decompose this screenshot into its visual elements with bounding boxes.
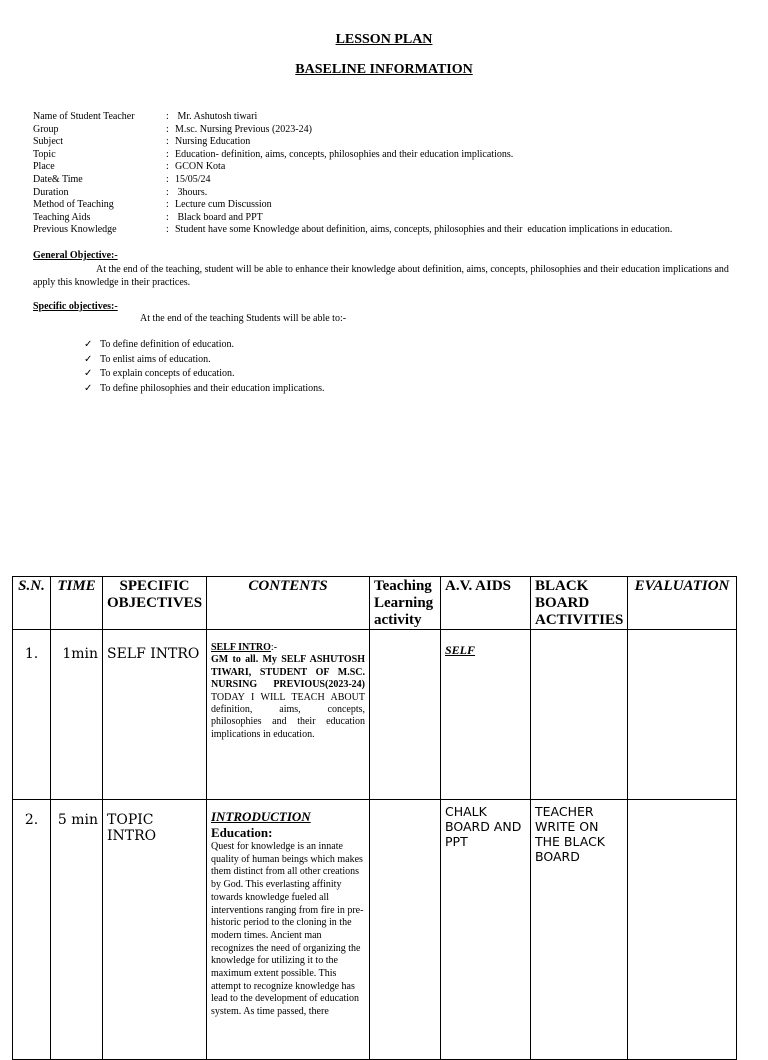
row-content [207,800,370,1060]
row-bb: TEACHER WRITE ON THE BLACK BOARD [531,800,628,1060]
info-label: Topic [33,148,56,160]
row-eval [628,630,737,800]
table-header-row [13,577,737,630]
header-sn: S.N. [13,577,51,630]
header-objectives: SPECIFIC OBJECTIVES [103,577,207,630]
info-value: Nursing Education [175,136,251,148]
check-icon: ✓ [84,339,93,350]
header-contents: CONTENTS [207,577,370,630]
info-value: M.sc. Nursing Previous (2023-24) [175,123,312,135]
row-content: SELF INTRO:- GM to all. My SELF ASHUTOSH TIWARI, STUDENT OF M.SC. NURSING PREVIOUS(2023-24) TODAY I WILL TEACH ABOUT definition, aims, concepts, philosophies and their education implications in education. [207,630,370,800]
info-label: Previous Knowledge [33,224,117,236]
lesson-plan-table [12,576,737,1060]
row-time: 5 min [51,800,103,1060]
self-intro-bold: GM to all. My SELF ASHUTOSH TIWARI, STUDENT OF M.SC. NURSING PREVIOUS(2023-24) [211,654,365,691]
header-av-aids: A.V. AIDS [441,577,531,630]
info-label: Date& Time [33,173,83,185]
info-row [33,149,672,162]
list-item: ✓ To define philosophies and their education implications. [84,382,325,397]
info-value: Student have some Knowledge about definition, aims, concepts, philosophies and their education implications in education. [175,224,673,236]
row-av: CHALK BOARD AND PPT [441,800,531,1060]
info-row [33,187,672,200]
info-label: Subject [33,136,63,148]
info-colon: : [166,161,169,173]
list-item: ✓ To explain concepts of education. [84,367,325,382]
baseline-info [33,111,672,237]
info-label: Name of Student Teacher [33,111,135,122]
info-row [33,111,672,124]
info-colon: : [166,199,169,211]
info-colon: : [166,136,169,148]
info-row [33,161,672,174]
row-teaching-activity [370,630,441,800]
info-label: Group [33,123,59,135]
row-sn: 2. [13,800,51,1060]
row-bb [531,630,628,800]
row-teaching-activity [370,800,441,1060]
row-av: SELF [441,630,531,800]
info-colon: : [166,224,169,236]
info-colon: : [166,186,169,198]
info-value: GCON Kota [175,161,226,173]
row-sn: 1. [13,630,51,800]
specific-objectives-intro: At the end of the teaching Students will be able to:- [140,313,347,324]
page-title: LESSON PLAN [335,32,433,47]
check-icon: ✓ [84,382,93,394]
info-row [33,224,672,237]
info-colon: : [166,123,169,135]
row-eval [628,800,737,1060]
info-value: Mr. Ashutosh tiwari [175,111,258,122]
info-label: Teaching Aids [33,211,91,223]
specific-objectives-title: Specific objectives:- [33,301,118,312]
list-item: ✓ To enlist aims of education. [84,353,325,368]
info-colon: : [166,148,169,160]
header-blackboard: BLACK BOARD ACTIVITIES [531,577,628,630]
info-label: Method of Teaching [33,199,114,211]
info-label: Duration [33,186,69,198]
info-colon: : [166,111,169,122]
self-intro-text: TODAY I WILL TEACH ABOUT definition, aims, concepts, philosophies and their education implications in education. [211,691,365,740]
info-value: Black board and PPT [175,211,263,223]
specific-objectives-list [84,338,325,396]
education-subtitle: Education: [211,825,273,840]
check-icon: ✓ [84,368,93,380]
intro-title: INTRODUCTION [211,809,311,824]
table-row [13,630,737,800]
info-value: Education- definition, aims, concepts, philosophies and their education implications. [175,148,514,160]
info-row [33,174,672,187]
info-row [33,212,672,225]
self-intro-title: SELF INTRO [211,642,271,653]
general-objective-title: General Objective:- [33,250,118,261]
info-row [33,199,672,212]
header-teaching-activity: Teaching Learning activity [370,577,441,630]
info-value: 15/05/24 [175,173,211,185]
intro-text: Quest for knowledge is an innate quality of human beings which makes them distinct from all other creations by God. This everlasting affinity towards knowledge fueled all interventions ranging from fire in pre-historic period to the cloning in the modern times. Ancient man recognizes the need of organizing the knowledge for utilizing it to the maximum extent possible. This attempt to recognize knowledge has lead to the development of education system. As time passed, there [211,841,364,1018]
info-value: 3hours. [175,186,208,198]
check-icon: ✓ [84,353,93,365]
row-objective: TOPIC INTRO [103,800,207,1060]
row-objective: SELF INTRO [103,630,207,800]
table-row [13,800,737,1060]
header-time: TIME [51,577,103,630]
info-row [33,124,672,137]
list-item: ✓ To define definition of education. [84,338,325,353]
general-objective-text: At the end of the teaching, student will be able to enhance their knowledge about definition, aims, concepts, philosophies and their education implications and apply this knowledge in their practices. [33,264,729,288]
info-colon: : [166,211,169,223]
header-evaluation: EVALUATION [628,577,737,630]
info-colon: : [166,173,169,185]
info-label: Place [33,161,55,173]
page-subtitle: BASELINE INFORMATION [295,62,473,77]
row-time: 1min [51,630,103,800]
info-row [33,136,672,149]
info-value: Lecture cum Discussion [175,199,272,211]
